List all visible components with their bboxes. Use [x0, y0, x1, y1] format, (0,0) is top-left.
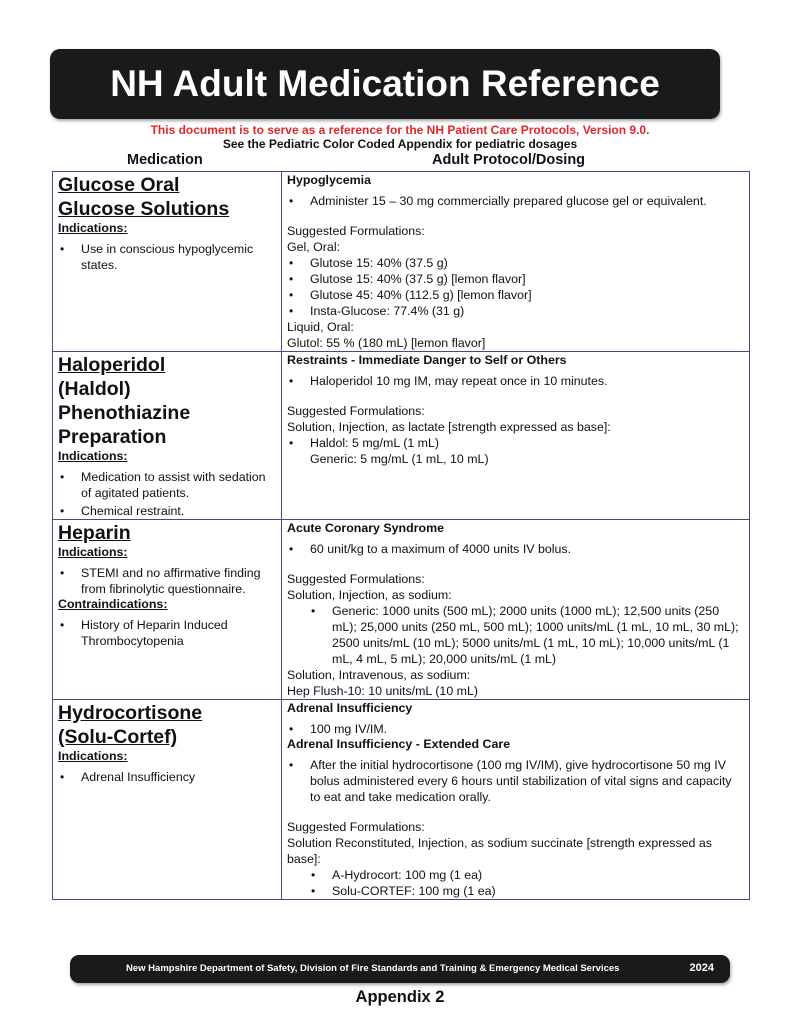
list-item: • Adrenal Insufficiency — [58, 769, 276, 785]
list-item: • Medication to assist with sedation of agitated patients. — [58, 469, 276, 501]
list-item: • Generic: 1000 units (500 mL); 2000 units (1000 mL); 12,500 units (250 mL); 25,000 units (250 mL, 500 mL); 1000 units/mL (1 mL, 10 mL, 30 mL); 2500 units/mL (10 mL); 5000 units/mL (1 mL, 10 mL); 10,000 units/mL (1 mL, 4 mL, 5 mL); 20,000 units/mL (1 mL) — [287, 603, 744, 667]
suggested-formulations-label: Suggested Formulations: — [287, 820, 425, 834]
table-row — [53, 172, 750, 352]
formulation-heading: Solution, Injection, as sodium: — [287, 588, 452, 602]
pediatric-notice: See the Pediatric Color Coded Appendix for pediatric dosages — [222, 137, 578, 151]
medication-name: (Solu-Cortef) — [58, 726, 178, 748]
list-item: • Insta-Glucose: 77.4% (31 g) — [287, 303, 744, 319]
medication-table — [52, 171, 750, 900]
page-title — [50, 49, 720, 119]
formulation-line: Hep Flush-10: 10 units/mL (10 mL) — [287, 684, 478, 698]
medication-name: Hydrocortisone — [58, 702, 203, 724]
table-row — [53, 700, 750, 900]
dosing-title: Hypoglycemia — [287, 173, 372, 187]
reference-notice: This document is to serve as a reference for the NH Patient Care Protocols, Version 9.0. — [150, 123, 650, 137]
indications-label: Indications: — [58, 449, 128, 463]
dosing-cell — [282, 172, 750, 352]
footer-year: 2024 — [689, 962, 714, 974]
medication-cell — [53, 352, 282, 520]
column-header-medication: Medication — [127, 152, 203, 168]
formulation-line: Generic: 5 mg/mL (1 mL, 10 mL) — [310, 452, 489, 466]
formulation-line: Glutol: 55 % (180 mL) [lemon flavor] — [287, 336, 486, 350]
formulation-heading: Solution, Injection, as lactate [strength expressed as base]: — [287, 420, 611, 434]
column-header-dosing: Adult Protocol/Dosing — [432, 152, 586, 168]
formulation-heading: Liquid, Oral: — [287, 320, 354, 334]
medication-name: Glucose Oral — [58, 174, 180, 196]
list-item: • Administer 15 – 30 mg commercially prepared glucose gel or equivalent. — [287, 193, 744, 209]
suggested-formulations-label: Suggested Formulations: — [287, 404, 425, 418]
medication-name: Preparation — [58, 426, 167, 448]
indications-label: Indications: — [58, 545, 128, 559]
formulation-heading: Gel, Oral: — [287, 240, 341, 254]
table-row — [53, 520, 750, 700]
medication-name: Glucose Solutions — [58, 198, 230, 220]
list-item: • 100 mg IV/IM. — [287, 721, 744, 737]
medication-name: Haloperidol — [58, 354, 166, 376]
formulation-heading: Solution Reconstituted, Injection, as sodium succinate [strength expressed as base]: — [287, 836, 712, 866]
list-item: • 60 unit/kg to a maximum of 4000 units IV bolus. — [287, 541, 744, 557]
medication-cell — [53, 700, 282, 900]
dosing-title: Adrenal Insufficiency — [287, 701, 413, 715]
table-row — [53, 352, 750, 520]
list-item: • Glutose 15: 40% (37.5 g) — [287, 255, 744, 271]
medication-name: (Haldol) — [58, 378, 131, 400]
indications-label: Indications: — [58, 221, 128, 235]
dosing-cell — [282, 352, 750, 520]
list-item: • Chemical restraint. — [58, 503, 276, 519]
list-item: • Haldol: 5 mg/mL (1 mL) — [287, 435, 744, 451]
dosing-title: Adrenal Insufficiency - Extended Care — [287, 737, 511, 751]
medication-name: Phenothiazine — [58, 402, 191, 424]
appendix-label: Appendix 2 — [355, 988, 445, 1006]
suggested-formulations-label: Suggested Formulations: — [287, 224, 425, 238]
footer-organization: New Hampshire Department of Safety, Division of Fire Standards and Training & Emergency Medical Services — [126, 963, 620, 974]
list-item: • Use in conscious hypoglycemic states. — [58, 241, 276, 273]
indications-label: Indications: — [58, 749, 128, 763]
list-item: • Haloperidol 10 mg IM, may repeat once in 10 minutes. — [287, 373, 744, 389]
dosing-cell — [282, 520, 750, 700]
suggested-formulations-label: Suggested Formulations: — [287, 572, 425, 586]
medication-cell — [53, 520, 282, 700]
list-item: • STEMI and no affirmative finding from fibrinolytic questionnaire. — [58, 565, 276, 597]
list-item: • After the initial hydrocortisone (100 mg IV/IM), give hydrocortisone 50 mg IV bolus administered every 6 hours until stabilization of vital signs and capacity to eat and take medication orally. — [287, 757, 744, 805]
dosing-title: Acute Coronary Syndrome — [287, 521, 444, 535]
medication-name: Heparin — [58, 522, 131, 544]
footer-bar — [70, 955, 730, 983]
medication-cell — [53, 172, 282, 352]
list-item: • History of Heparin Induced Thrombocytopenia — [58, 617, 276, 649]
contraindications-label: Contraindications: — [58, 597, 168, 611]
list-item: • A-Hydrocort: 100 mg (1 ea) — [287, 867, 744, 883]
page-title-text: NH Adult Medication Reference — [110, 63, 660, 104]
list-item: • Solu-CORTEF: 100 mg (1 ea) — [287, 883, 744, 899]
list-item: • Glutose 45: 40% (112.5 g) [lemon flavor] — [287, 287, 744, 303]
formulation-heading: Solution, Intravenous, as sodium: — [287, 668, 471, 682]
dosing-cell — [282, 700, 750, 900]
dosing-title: Restraints - Immediate Danger to Self or Others — [287, 353, 567, 367]
list-item: • Glutose 15: 40% (37.5 g) [lemon flavor] — [287, 271, 744, 287]
